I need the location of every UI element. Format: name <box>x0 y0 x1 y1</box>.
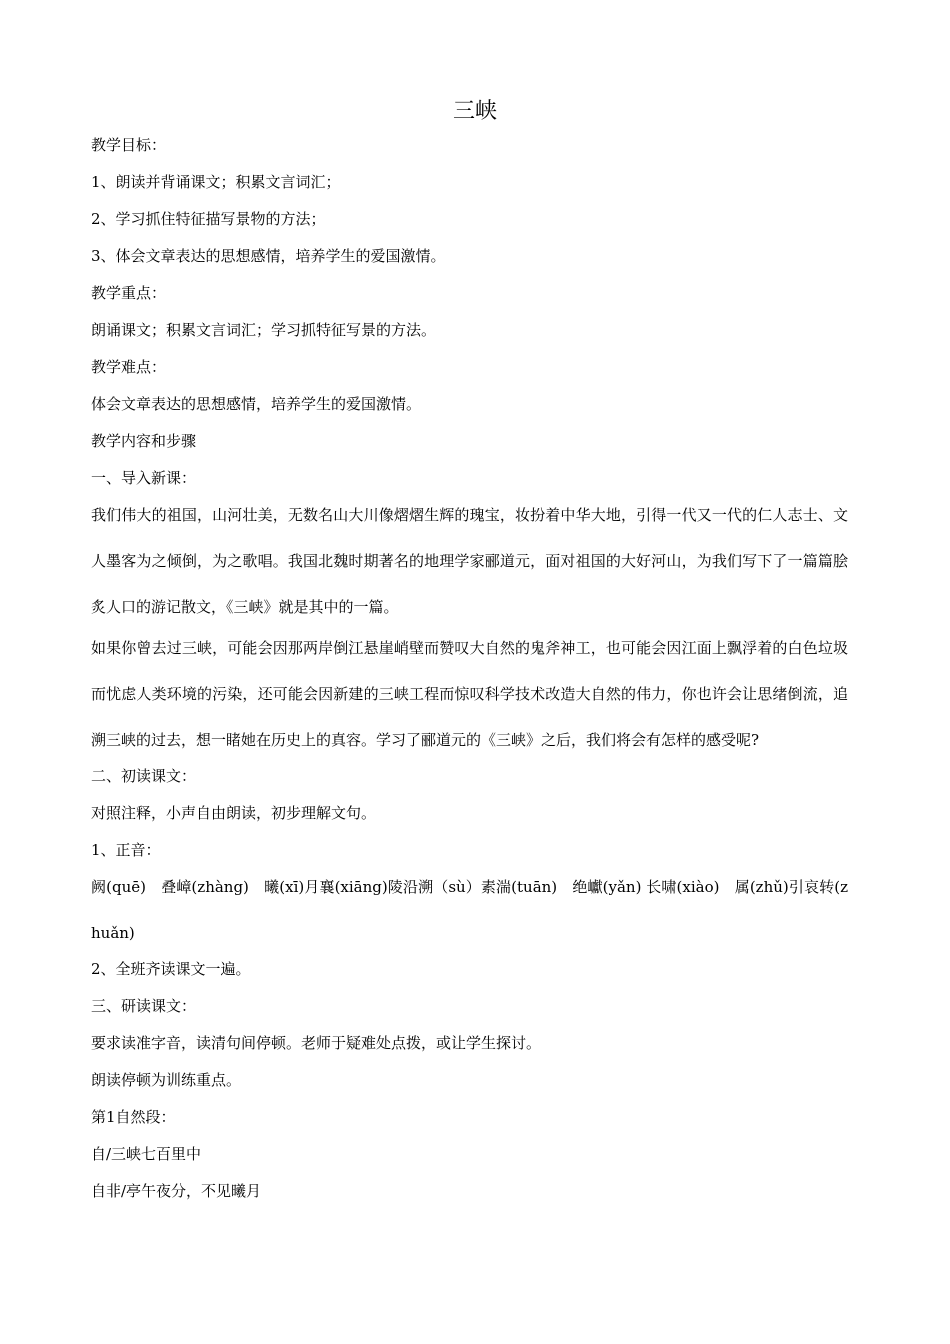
heading-teaching-difficulty: 教学难点： <box>91 358 167 376</box>
study-instruction: 要求读准字音，读清句间停顿。老师于疑难处点拨，或让学生探讨。 <box>91 1034 542 1052</box>
pinyin-paragraph: 阙(quē) 叠嶂(zhàng) 曦(xī)月襄(xiāng)陵沿溯（sù）素湍(tuān) 绝巘(yǎn) 长啸(xiào) 属(zhǔ)引哀转(zhuǎn) <box>91 878 848 942</box>
intro-paragraph: 我们伟大的祖国，山河壮美，无数名山大川像熠熠生辉的瑰宝，妆扮着中华大地，引得一代又一代的仁人志士、文人墨客为之倾倒，为之歌唱。我国北魏时期著名的地理学家郦道元，面对祖国的大好河山，为我们写下了一篇篇脍炙人口的游记散文，《三峡》就是其中的一篇。 <box>91 506 848 616</box>
goal-item: 2、学习抓住特征描写景物的方法； <box>91 210 326 228</box>
section-heading-study: 三、研读课文： <box>91 997 197 1015</box>
focus-text: 朗诵课文；积累文言词汇；学习抓特征写景的方法。 <box>91 321 437 339</box>
document-body <box>91 127 848 1210</box>
heading-teaching-focus: 教学重点： <box>91 284 167 302</box>
reading-instruction: 对照注释，小声自由朗读，初步理解文句。 <box>91 804 377 822</box>
section-heading-intro: 一、导入新课： <box>91 469 197 487</box>
goal-item: 1、朗读并背诵课文；积累文言词汇； <box>91 173 341 191</box>
pause-line: 自/三峡七百里中 <box>91 1145 202 1163</box>
section-heading-first-reading: 二、初读课文： <box>91 767 197 785</box>
paragraph-label: 第1自然段： <box>91 1108 176 1126</box>
pronunciation-heading: 1、正音： <box>91 841 161 859</box>
goal-item: 3、体会文章表达的思想感情，培养学生的爱国激情。 <box>91 247 446 265</box>
study-focus: 朗读停顿为训练重点。 <box>91 1071 242 1089</box>
difficulty-text: 体会文章表达的思想感情，培养学生的爱国激情。 <box>91 395 422 413</box>
document-title: 三峡 <box>452 99 497 124</box>
second-paragraph: 如果你曾去过三峡，可能会因那两岸倒江悬崖峭壁而赞叹大自然的鬼斧神工，也可能会因江面上飘浮着的白色垃圾而忧虑人类环境的污染，还可能会因新建的三峡工程而惊叹科学技术改造大自然的伟力，你也许会让思绪倒流，追溯三峡的过去，想一睹她在历史上的真容。学习了郦道元的《三峡》之后，我们将会有怎样的感受呢? <box>91 639 848 749</box>
step-item: 2、全班齐读课文一遍。 <box>91 960 251 978</box>
heading-content-steps: 教学内容和步骤 <box>91 432 197 450</box>
pause-line: 自非/亭午夜分，不见曦月 <box>91 1182 262 1200</box>
heading-teaching-goals: 教学目标： <box>91 136 167 154</box>
